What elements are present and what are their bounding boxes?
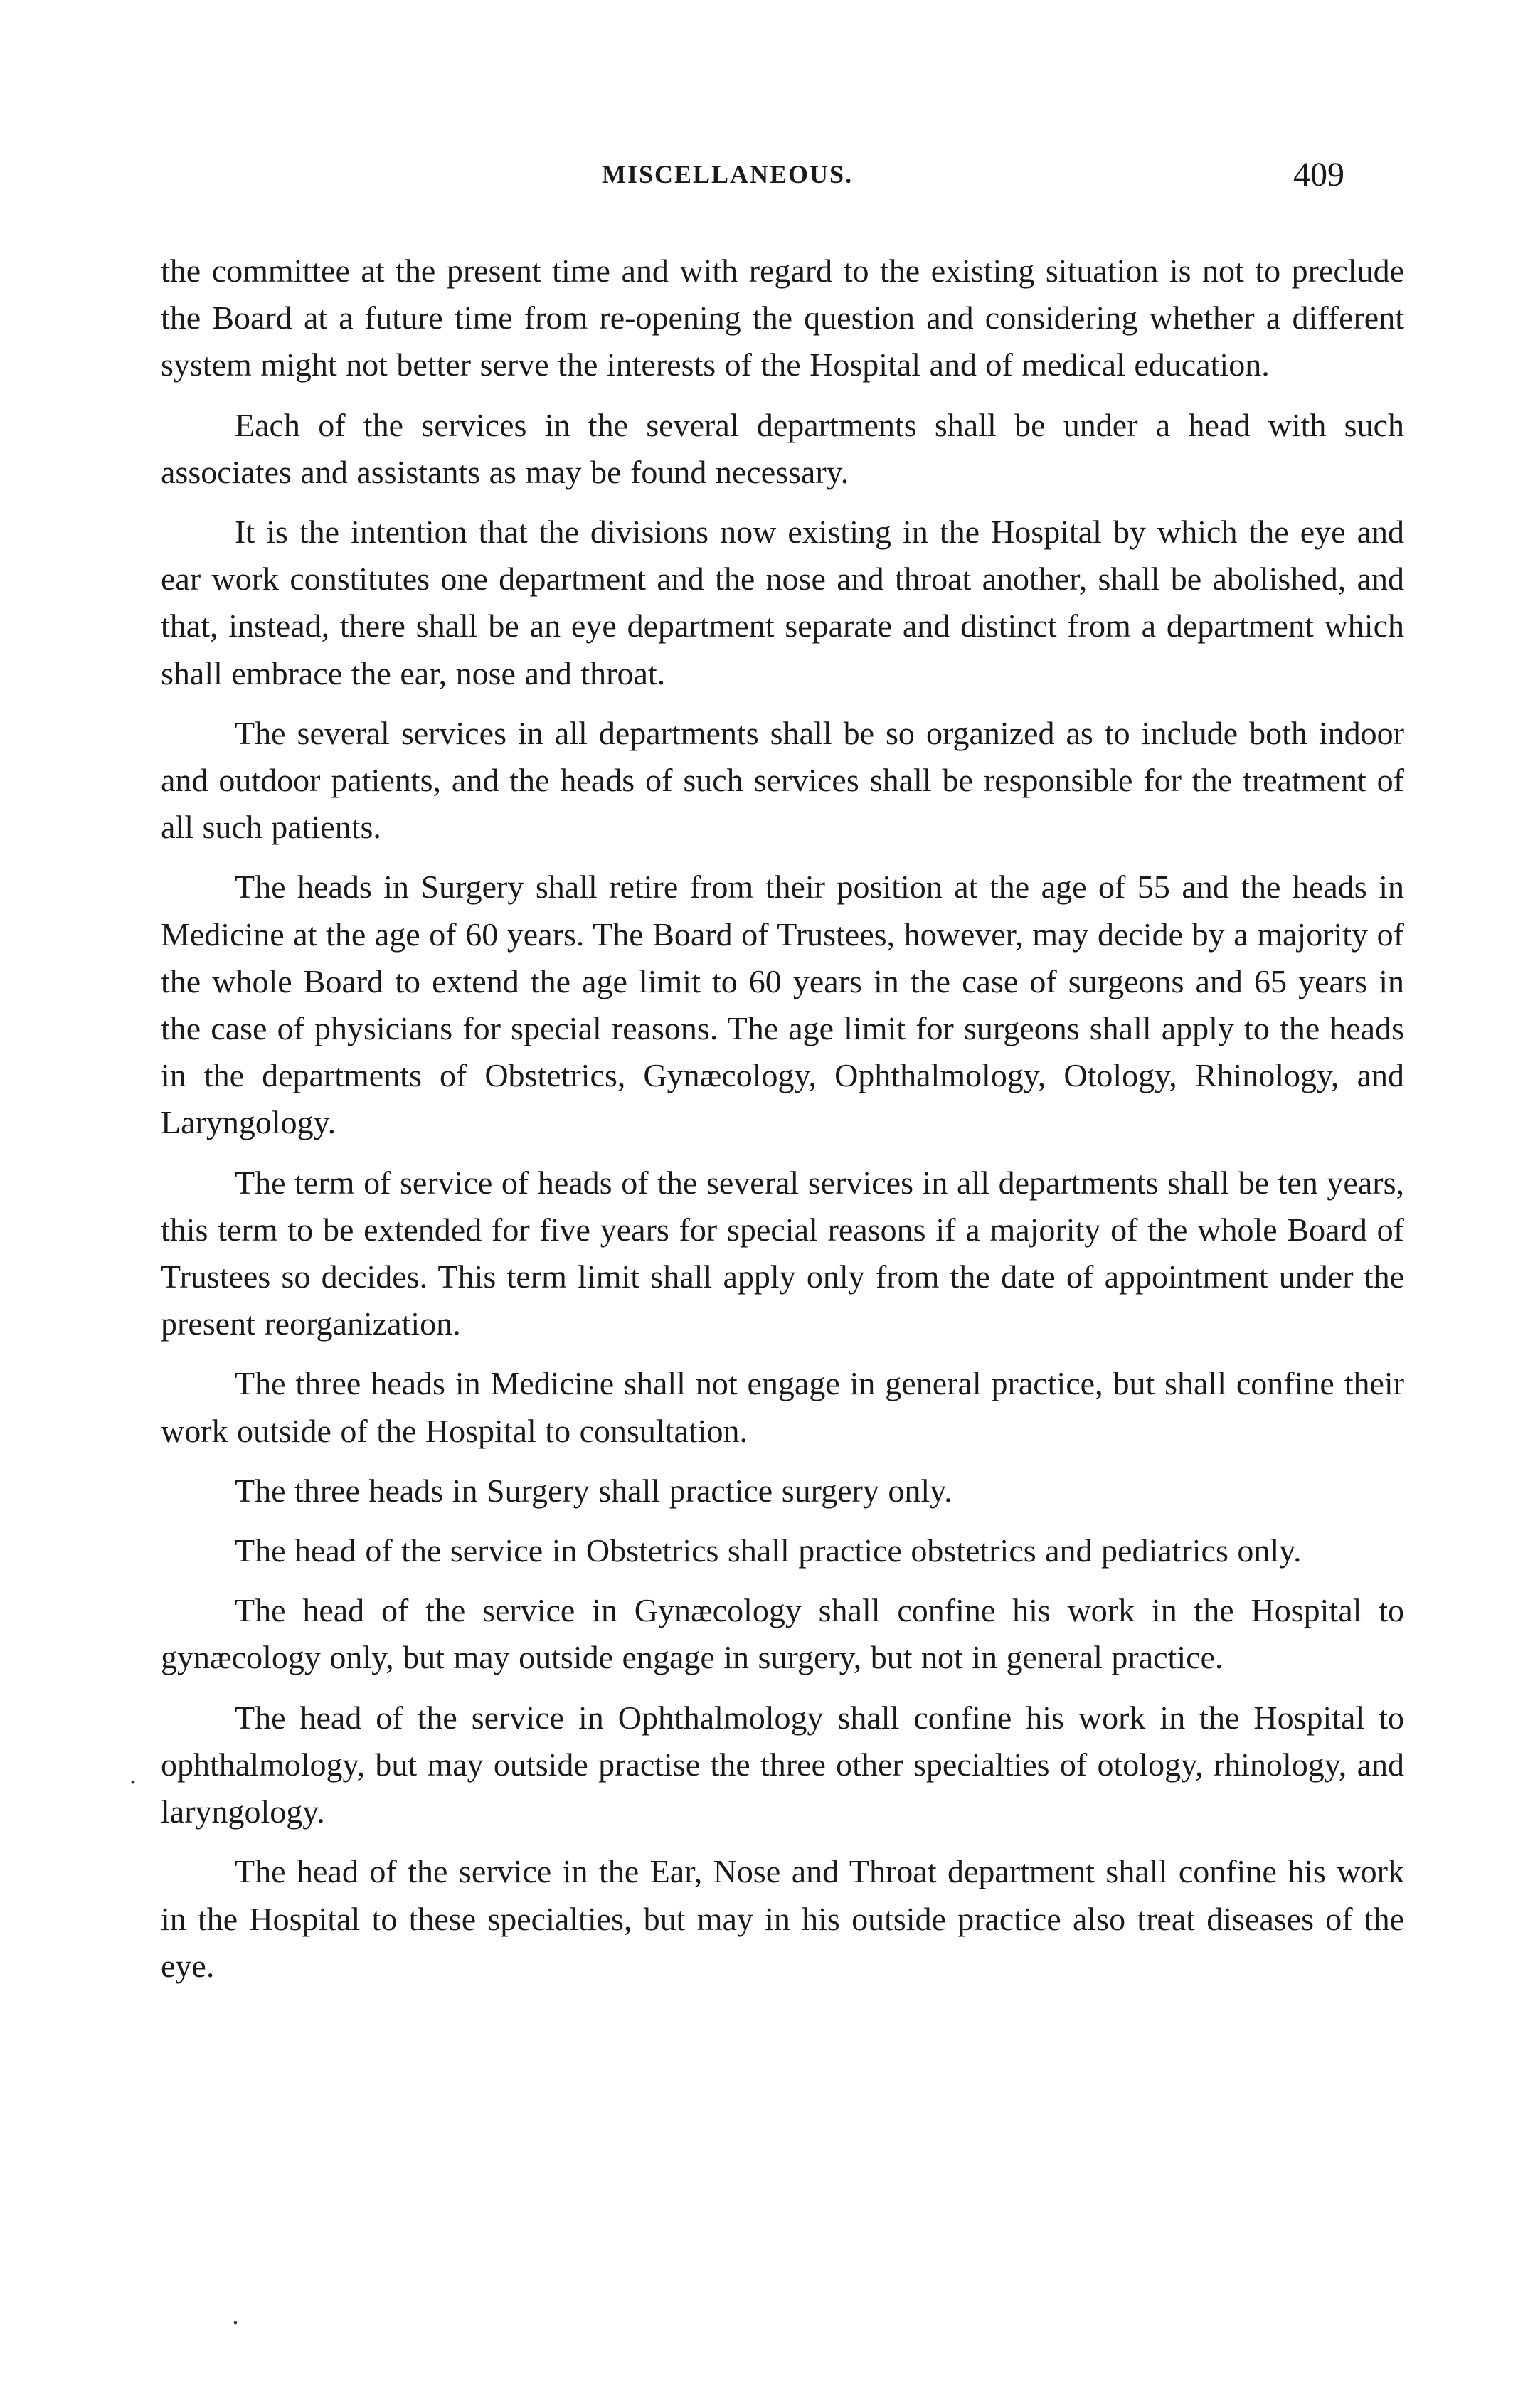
paragraph-surgery-heads: The three heads in Surgery shall practice surgery only. — [235, 1472, 952, 1509]
running-title: MISCELLANEOUS. — [602, 160, 854, 189]
paragraph-ear-nose-throat: The head of the service in the Ear, Nose and Throat department shall confine his work in the Hospital to these specialties, but may in his outside practice also treat diseases of the eye. — [161, 1853, 1404, 1984]
paragraph-continuation: the committee at the present time and with regard to the existing situation is not to preclude the Board at a future time from re-opening the question and considering whether a different system might not better serve the interests of the Hospital and of medical education. — [161, 253, 1404, 383]
paragraph-term-of-service: The term of service of heads of the several services in all departments shall be ten years, this term to be extended for five years for special reasons if a majority of the whole Board of Trustees so decides. This term limit shall apply only from the date of appointment under the present reorganization. — [161, 1164, 1404, 1342]
paragraph-obstetrics: The head of the service in Obstetrics shall practice obstetrics and pediatrics only. — [235, 1532, 1302, 1569]
paragraph-indoor-outdoor: The several services in all departments shall be so organized as to include both indoor and outdoor patients, and the heads of such services shall be responsible for the treatment of all such patients. — [161, 714, 1404, 846]
paragraph-department-divisions: It is the intention that the divisions now existing in the Hospital by which the eye and ear work constitutes one department and the nose and throat another, shall be abolished, and that, instead, there shall be an eye department separate and distinct from a department which shall embrace the ear, nose and throat. — [161, 514, 1404, 691]
paragraph-medicine-heads: The three heads in Medicine shall not engage in general practice, but shall confine their work outside of the Hospital to consultation. — [161, 1365, 1404, 1449]
paragraph-age-limit: The heads in Surgery shall retire from their position at the age of 55 and the heads in Medicine at the age of 60 years. The Board of Trustees, however, may decide by a majority of the whole Board to extend the age limit to 60 years in the case of surgeons and 65 years in the case of physicians for special reasons. The age limit for surgeons shall apply to the heads in the departments of Obstetrics, Gynæcology, Ophthalmology, Otology, Rhinology, and Laryngology. — [161, 869, 1404, 1141]
margin-dot: . — [129, 1758, 137, 1790]
paragraph-gynaecology: The head of the service in Gynæcology shall confine his work in the Hospital to gynæcology only, but may outside engage in surgery, but not in general practice. — [161, 1592, 1404, 1676]
body-text — [161, 248, 1404, 2003]
paragraph-services-heads: Each of the services in the several departments shall be under a head with such associates and assistants as may be found necessary. — [161, 406, 1404, 490]
page-number: 409 — [1293, 156, 1344, 193]
running-head — [0, 155, 1518, 198]
paragraph-ophthalmology: The head of the service in Ophthalmology shall confine his work in the Hospital to ophthalmology, but may outside practise the three other specialties of otology, rhinology, and laryngology. — [161, 1699, 1404, 1830]
margin-dot: . — [232, 2298, 239, 2330]
